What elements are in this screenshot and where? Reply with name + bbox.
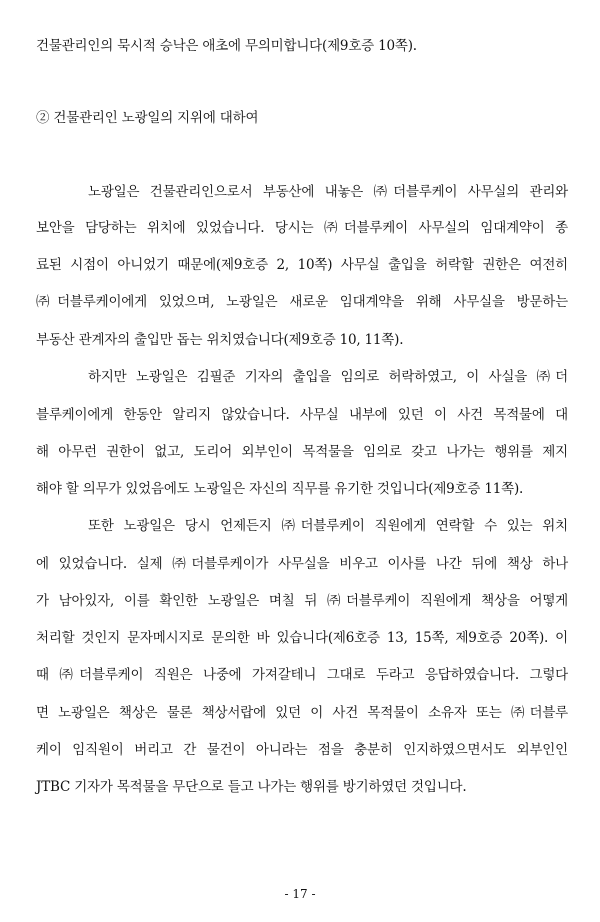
text-line: 건물관리인의 묵시적 승낙은 애초에 무의미합니다(제9호증 10쪽).: [36, 38, 417, 54]
paragraph-line: 면 노광일은 책상은 물론 책상서랍에 있던 이 사건 목적물이 소유자 또는 ㈜더블루: [36, 705, 568, 721]
paragraph-line: 해야 할 의무가 있었음에도 노광일은 자신의 직무를 유기한 것입니다(제9호증 11쪽).: [36, 481, 524, 497]
paragraph-line: 보안을 담당하는 위치에 있었습니다. 당시는 ㈜더블루케이 사무실의 임대계약이 종: [36, 220, 568, 236]
paragraph-line: 또한 노광일은 당시 언제든지 ㈜더블루케이 직원에게 연락할 수 있는 위치: [88, 518, 568, 534]
paragraph-line: 해 아무런 권한이 없고, 도리어 외부인이 목적물을 임의로 갖고 나가는 행위를 제지: [36, 444, 568, 460]
paragraph-line: 하지만 노광일은 김필준 기자의 출입을 임의로 허락하였고, 이 사실을 ㈜더: [88, 369, 568, 385]
paragraph-line: 때 ㈜더블루케이 직원은 나중에 가져갈테니 그대로 두라고 응답하였습니다. 그렇다: [36, 667, 568, 683]
paragraph-line: 노광일은 건물관리인으로서 부동산에 내놓은 ㈜더블루케이 사무실의 관리와: [88, 184, 568, 200]
paragraph-line: 처리할 것인지 문자메시지로 문의한 바 있습니다(제6호증 13, 15쪽, 제9호증 20쪽). 이: [36, 630, 568, 646]
paragraph-line: 가 남아있자, 이를 확인한 노광일은 며칠 뒤 ㈜더블루케이 직원에게 책상을 어떻게: [36, 593, 568, 609]
paragraph-line: 부동산 관계자의 출입만 돕는 위치였습니다(제9호증 10, 11쪽).: [36, 332, 404, 348]
page-number: - 17 -: [284, 887, 316, 901]
paragraph-line: 에 있었습니다. 실제 ㈜더블루케이가 사무실을 비우고 이사를 나간 뒤에 책상 하나: [36, 556, 568, 572]
paragraph-line: ㈜더블루케이에게 있었으며, 노광일은 새로운 임대계약을 위해 사무실을 방문하는: [36, 294, 568, 310]
paragraph-line: 블루케이에게 한동안 알리지 않았습니다. 사무실 내부에 있던 이 사건 목적물에 대: [36, 407, 568, 423]
section-heading: ② 건물관리인 노광일의 지위에 대하여: [36, 110, 259, 126]
paragraph-line: 료된 시점이 아니었기 때문에(제9호증 2, 10쪽) 사무실 출입을 허락할 권한은 여전히: [36, 257, 568, 273]
paragraph-line: JTBC 기자가 목적물을 무단으로 들고 나가는 행위를 방기하였던 것입니다.: [36, 779, 467, 795]
paragraph-line: 케이 임직원이 버리고 간 물건이 아니라는 점을 충분히 인지하였으면서도 외부인인: [36, 742, 568, 758]
